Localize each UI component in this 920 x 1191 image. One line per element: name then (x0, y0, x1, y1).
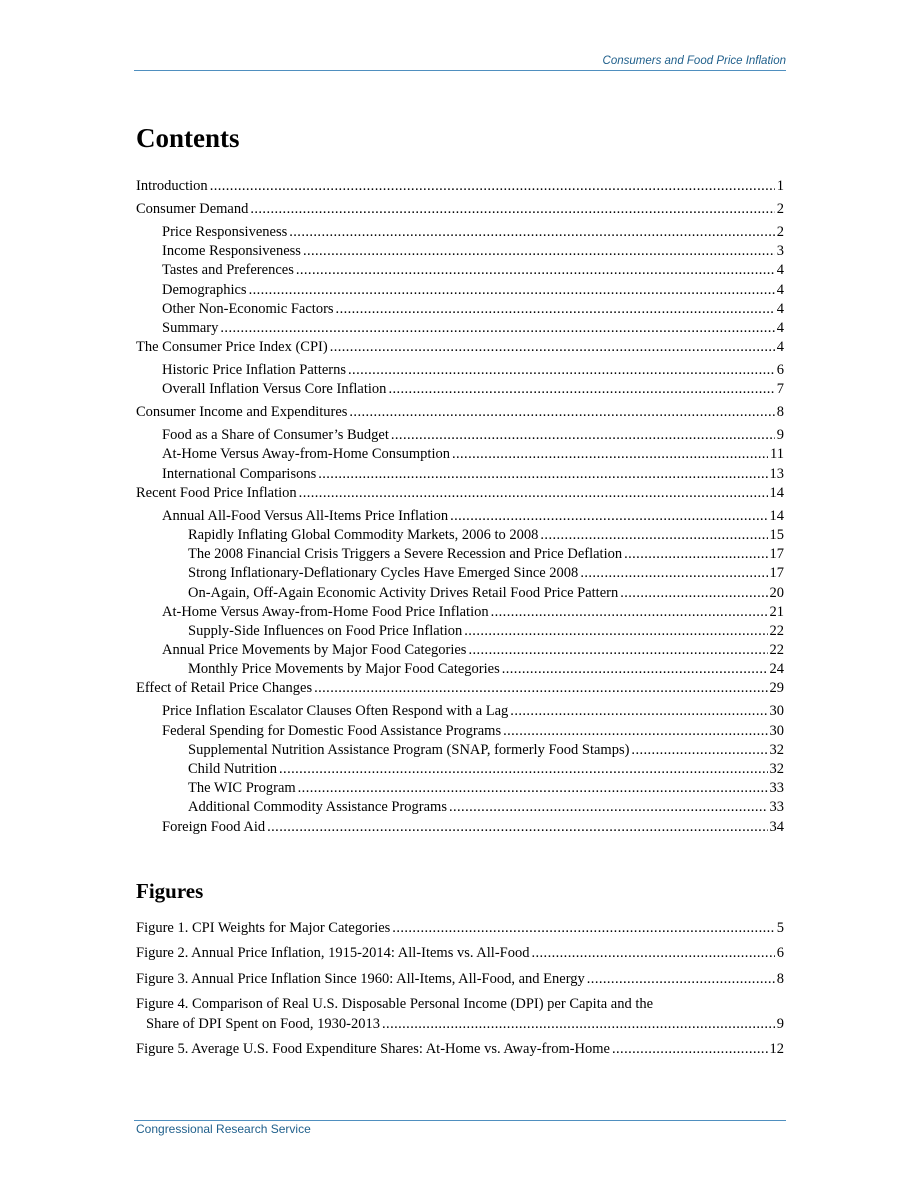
dot-leader (289, 223, 775, 242)
toc-entry-title: Income Responsiveness (162, 243, 301, 260)
figure-entry[interactable] (136, 919, 784, 938)
toc-entry-page: 4 (776, 300, 784, 317)
dot-leader (348, 361, 775, 380)
toc-entry-title: Other Non-Economic Factors (162, 300, 334, 317)
toc-entry[interactable] (136, 702, 784, 721)
dot-leader (298, 779, 768, 798)
dot-leader (314, 679, 767, 698)
dot-leader (531, 944, 774, 963)
toc-entry[interactable] (136, 465, 784, 484)
toc-entry[interactable] (136, 660, 784, 679)
toc-entry-page: 14 (769, 484, 784, 501)
dot-leader (503, 722, 767, 741)
dot-leader (449, 798, 768, 817)
toc-entry-page: 32 (769, 741, 784, 758)
dot-leader (620, 584, 767, 603)
toc-entry-page: 3 (776, 243, 784, 260)
toc-entry[interactable] (136, 242, 784, 261)
toc-entry-title: Introduction (136, 178, 208, 194)
dot-leader (388, 380, 774, 399)
dot-leader (279, 760, 767, 779)
dot-leader (587, 970, 775, 989)
toc-entry-page: 7 (776, 381, 784, 398)
dot-leader (612, 1040, 768, 1059)
toc-entry[interactable] (136, 641, 784, 660)
toc-entry-title: On-Again, Off-Again Economic Activity Drives Retail Food Price Pattern (188, 584, 619, 601)
figure-entry[interactable] (136, 944, 784, 963)
toc-entry-page: 4 (776, 281, 784, 298)
toc-entry-title: Annual Price Movements by Major Food Categories (162, 642, 467, 659)
toc-entry-page: 4 (776, 319, 784, 336)
toc-entry-page: 29 (769, 680, 784, 697)
dot-leader (450, 507, 767, 526)
dot-leader (468, 641, 767, 660)
toc-entry-page: 9 (776, 427, 784, 444)
dot-leader (318, 465, 767, 484)
toc-entry-title: Annual All-Food Versus All-Items Price Inflation (162, 507, 449, 524)
toc-entry[interactable] (136, 361, 784, 380)
figure-entry-title-line: Figure 4. Comparison of Real U.S. Disposable Personal Income (DPI) per Capita and the (136, 996, 654, 1013)
toc-entry-page: 4 (776, 262, 784, 279)
figure-entry[interactable] (136, 1040, 784, 1059)
figure-entry[interactable] (136, 970, 784, 989)
toc-entry-title: Consumer Demand (136, 200, 249, 217)
dot-leader (250, 200, 774, 219)
toc-entry-title: The Consumer Price Index (CPI) (136, 339, 328, 356)
toc-entry-title: Summary (162, 319, 219, 336)
figure-entry-title: Figure 3. Annual Price Inflation Since 1960: All-Items, All-Food, and Energy (136, 970, 585, 987)
toc-entry[interactable] (136, 281, 784, 300)
toc-entry-page: 6 (776, 362, 784, 379)
toc-entry-title: At-Home Versus Away-from-Home Food Price Inflation (162, 603, 489, 620)
toc-entry-page: 20 (769, 584, 784, 601)
figure-entry-page: 12 (769, 1041, 784, 1058)
figure-entry-page: 8 (776, 970, 784, 987)
dot-leader (631, 741, 767, 760)
table-of-contents (136, 177, 784, 837)
toc-entry-page: 4 (776, 339, 784, 356)
dot-leader (540, 526, 767, 545)
figure-entry[interactable] (136, 995, 784, 1033)
figure-entry-title: Figure 1. CPI Weights for Major Categories (136, 920, 391, 936)
running-header: Consumers and Food Price Inflation (602, 55, 786, 67)
toc-entry[interactable] (136, 319, 784, 338)
header-rule (134, 70, 786, 71)
toc-entry-title: Consumer Income and Expenditures (136, 404, 348, 421)
toc-entry-page: 22 (769, 642, 784, 659)
figure-entry-title: Figure 2. Annual Price Inflation, 1915-2014: All-Items vs. All-Food (136, 945, 530, 962)
toc-entry[interactable] (136, 564, 784, 583)
toc-entry[interactable] (136, 584, 784, 603)
dot-leader (220, 319, 774, 338)
toc-entry-page: 30 (769, 703, 784, 720)
toc-entry-page: 24 (769, 661, 784, 678)
toc-entry-title: Rapidly Inflating Global Commodity Markets, 2006 to 2008 (188, 526, 539, 543)
toc-entry-page: 33 (769, 799, 784, 816)
toc-entry-title: Demographics (162, 281, 247, 298)
dot-leader (330, 338, 775, 357)
toc-entry-title: Overall Inflation Versus Core Inflation (162, 381, 387, 398)
footer-text: Congressional Research Service (136, 1122, 311, 1136)
figures-title: Figures (136, 879, 204, 903)
toc-entry[interactable] (136, 722, 784, 741)
toc-entry-page: 15 (769, 526, 784, 543)
toc-entry[interactable] (136, 380, 784, 399)
dot-leader (267, 818, 767, 837)
toc-entry[interactable] (136, 760, 784, 779)
toc-entry[interactable] (136, 603, 784, 622)
toc-entry-page: 21 (769, 603, 784, 620)
dot-leader (491, 603, 768, 622)
dot-leader (391, 426, 775, 445)
toc-entry[interactable] (136, 484, 784, 503)
toc-entry[interactable] (136, 507, 784, 526)
toc-entry[interactable] (136, 426, 784, 445)
dot-leader (464, 622, 767, 641)
toc-entry-title: Foreign Food Aid (162, 818, 266, 835)
figures-list (136, 919, 784, 1066)
figure-entry-title: Figure 5. Average U.S. Food Expenditure Shares: At-Home vs. Away-from-Home (136, 1041, 610, 1058)
toc-entry[interactable] (136, 818, 784, 837)
dot-leader (249, 281, 775, 300)
toc-entry-title: At-Home Versus Away-from-Home Consumption (162, 446, 450, 463)
dot-leader (210, 177, 775, 196)
toc-entry[interactable] (136, 545, 784, 564)
toc-entry[interactable] (136, 223, 784, 242)
dot-leader (580, 564, 767, 583)
toc-entry[interactable] (136, 622, 784, 641)
toc-entry-page: 34 (769, 818, 784, 835)
toc-entry-title: International Comparisons (162, 465, 317, 482)
toc-entry[interactable] (136, 200, 784, 219)
figure-entry-page: 6 (776, 945, 784, 962)
toc-entry-title: The WIC Program (188, 780, 296, 797)
toc-entry-page: 13 (769, 465, 784, 482)
toc-entry-title: Effect of Retail Price Changes (136, 680, 313, 697)
toc-entry-title: The 2008 Financial Crisis Triggers a Severe Recession and Price Deflation (188, 546, 623, 563)
toc-entry-page: 17 (769, 546, 784, 563)
toc-entry[interactable] (136, 798, 784, 817)
toc-entry-title: Food as a Share of Consumer’s Budget (162, 427, 389, 444)
dot-leader (502, 660, 768, 679)
toc-entry[interactable] (136, 261, 784, 280)
dot-leader (349, 403, 774, 422)
toc-entry-page: 1 (776, 178, 784, 194)
toc-entry-title: Federal Spending for Domestic Food Assistance Programs (162, 722, 502, 739)
toc-entry[interactable] (136, 177, 784, 196)
dot-leader (299, 484, 768, 503)
figure-entry-page: 5 (776, 920, 784, 936)
toc-entry-title: Monthly Price Movements by Major Food Categories (188, 661, 500, 678)
toc-entry[interactable] (136, 679, 784, 698)
toc-entry[interactable] (136, 445, 784, 464)
toc-entry-title: Price Responsiveness (162, 223, 288, 240)
toc-entry-title: Child Nutrition (188, 761, 278, 778)
toc-entry-page: 2 (776, 223, 784, 240)
figure-entry-title: Share of DPI Spent on Food, 1930-2013 (146, 1015, 381, 1032)
toc-entry-page: 11 (770, 446, 784, 463)
dot-leader (336, 300, 775, 319)
toc-entry[interactable] (136, 300, 784, 319)
toc-entry-page: 32 (769, 761, 784, 778)
footer-rule (134, 1120, 786, 1121)
toc-entry-title: Supply-Side Influences on Food Price Inflation (188, 622, 463, 639)
dot-leader (624, 545, 767, 564)
toc-entry-title: Strong Inflationary-Deflationary Cycles Have Emerged Since 2008 (188, 565, 579, 582)
toc-entry-page: 30 (769, 722, 784, 739)
toc-entry-page: 33 (769, 780, 784, 797)
dot-leader (510, 702, 767, 721)
toc-entry[interactable] (136, 338, 784, 357)
figure-entry-page: 9 (776, 1015, 784, 1032)
toc-entry-title: Additional Commodity Assistance Programs (188, 799, 447, 816)
toc-entry-page: 22 (769, 622, 784, 639)
dot-leader (296, 261, 775, 280)
dot-leader (382, 1015, 775, 1034)
toc-entry-page: 14 (769, 507, 784, 524)
toc-entry-page: 17 (769, 565, 784, 582)
toc-entry[interactable] (136, 403, 784, 422)
toc-entry[interactable] (136, 779, 784, 798)
dot-leader (303, 242, 775, 261)
toc-entry-title: Tastes and Preferences (162, 262, 294, 279)
toc-entry-title: Recent Food Price Inflation (136, 484, 297, 501)
toc-entry-title: Supplemental Nutrition Assistance Program (SNAP, formerly Food Stamps) (188, 741, 630, 758)
toc-entry-title: Price Inflation Escalator Clauses Often Respond with a Lag (162, 703, 509, 720)
toc-entry-title: Historic Price Inflation Patterns (162, 362, 347, 379)
toc-entry[interactable] (136, 741, 784, 760)
toc-entry-page: 2 (776, 200, 784, 217)
dot-leader (392, 919, 774, 938)
toc-entry[interactable] (136, 526, 784, 545)
contents-title: Contents (136, 123, 240, 153)
dot-leader (452, 445, 768, 464)
toc-entry-page: 8 (776, 404, 784, 421)
